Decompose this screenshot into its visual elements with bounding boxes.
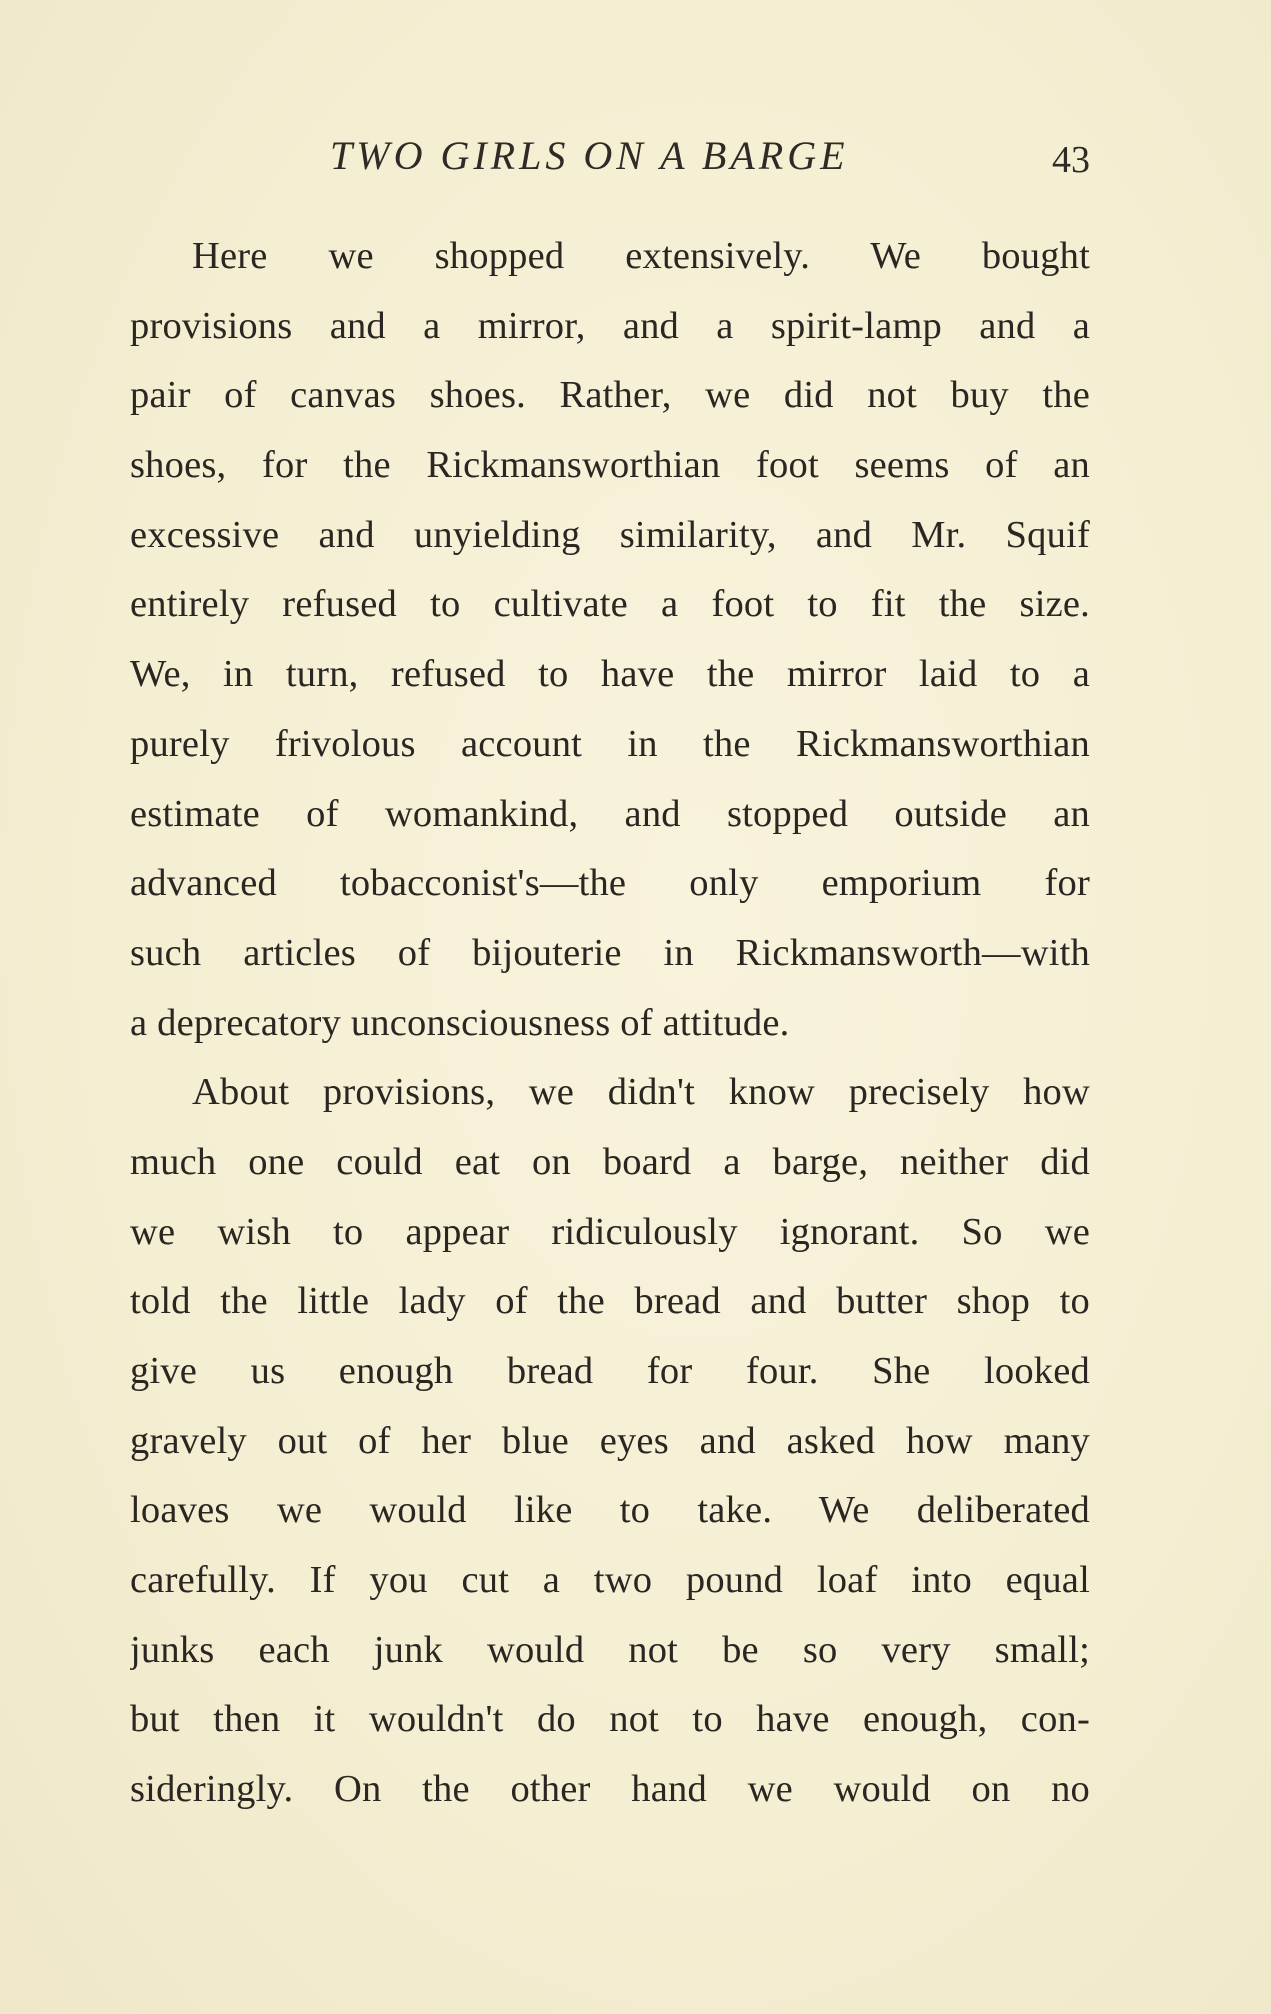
text-line: such articles of bijouterie in Rickmansworth—with <box>130 931 1090 974</box>
body-text <box>130 222 1090 1825</box>
text-line: we wish to appear ridiculously ignorant. So we <box>130 1210 1090 1253</box>
text-line: excessive and unyielding similarity, and Mr. Squif <box>130 513 1090 556</box>
text-line: provisions and a mirror, and a spirit-lamp and a <box>130 304 1090 347</box>
text-line: We, in turn, refused to have the mirror laid to a <box>130 653 1090 696</box>
text-line: estimate of womankind, and stopped outside an <box>130 792 1090 835</box>
text-line: About provisions, we didn't know precisely how <box>192 1071 1090 1114</box>
text-line: much one could eat on board a barge, neither did <box>130 1140 1090 1183</box>
text-line: entirely refused to cultivate a foot to fit the size. <box>130 583 1090 626</box>
text-line: give us enough bread for four. She looked <box>130 1350 1090 1392</box>
text-line: a deprecatory unconsciousness of attitude. <box>130 1001 790 1044</box>
page-header <box>130 128 1090 188</box>
text-line: but then it wouldn't do not to have enough, con- <box>130 1698 1090 1741</box>
text-line: carefully. If you cut a two pound loaf into equal <box>130 1559 1090 1602</box>
text-line: gravely out of her blue eyes and asked how many <box>130 1419 1090 1462</box>
text-line: junks each junk would not be so very small; <box>130 1628 1090 1671</box>
text-line: loaves we would like to take. We deliberated <box>130 1489 1090 1532</box>
text-line: sideringly. On the other hand we would on no <box>130 1768 1090 1811</box>
page-number: 43 <box>1052 139 1090 181</box>
text-line: purely frivolous account in the Rickmansworthian <box>130 722 1090 765</box>
text-line: shoes, for the Rickmansworthian foot seems of an <box>130 444 1090 487</box>
running-title: TWO GIRLS ON A BARGE <box>330 133 849 178</box>
text-line: Here we shopped extensively. We bought <box>192 235 1090 277</box>
text-line: advanced tobacconist's—the only emporium for <box>130 862 1090 905</box>
text-line: told the little lady of the bread and butter shop to <box>130 1280 1090 1323</box>
text-line: pair of canvas shoes. Rather, we did not buy the <box>130 374 1090 417</box>
